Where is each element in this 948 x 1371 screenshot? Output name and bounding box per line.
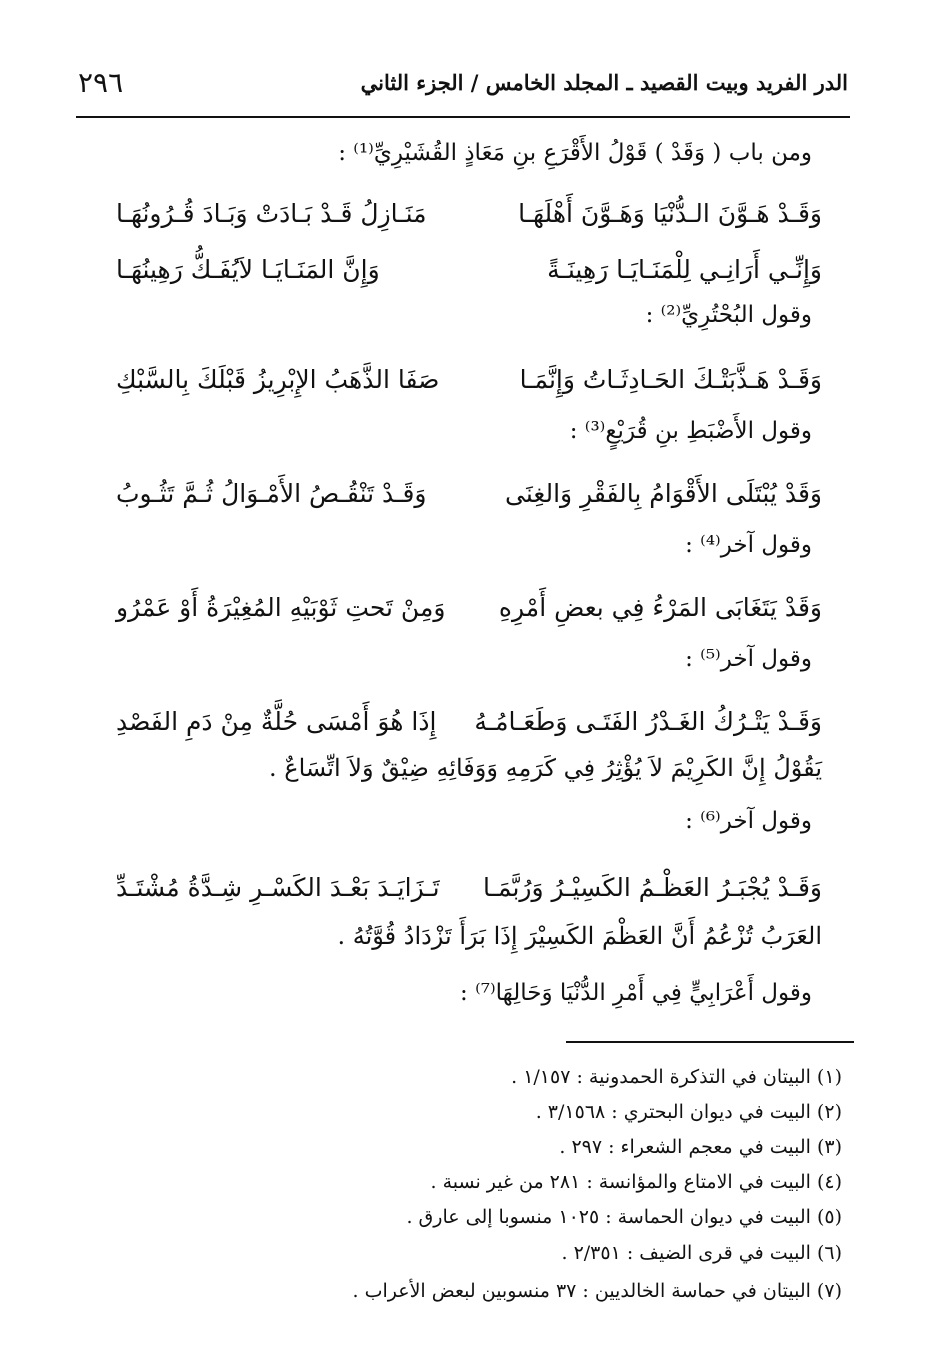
- commentary-line-1: يَقُوْلُ إِنَّ الكَرِيْمَ لاَ يُؤْثِرُ فِي كَرَمِهِ وَوَفَائِهِ ضِيْقٌ وَلاَ اتِّسَاعٌ .: [269, 754, 822, 782]
- verse-1-second-hemistich: مَنَـازِلُ قَـدْ بَـادَتْ وَبَـادَ قُـرُونُهَـا: [116, 198, 427, 228]
- verse-7-first-hemistich: وَقَـدْ يُجْبَـرُ العَظْـمُ الكَسِيْـرُ وَرُبَّمَـا: [483, 872, 822, 902]
- footnote-5: (٥) البيت في ديوان الحماسة : ١٠٢٥ منسوبا إلى عارق .: [406, 1206, 842, 1228]
- verse-7-second-hemistich: تَـزَايَـدَ بَعْـدَ الكَسْـرِ شِـدَّةُ مُشْتَـدِّ: [116, 872, 440, 902]
- verse-5: [116, 582, 822, 632]
- page-number: ٢٩٦: [78, 65, 124, 99]
- intro-line-5: وقول آخر⁽⁵⁾ :: [685, 646, 812, 672]
- verse-2-second-hemistich: وَإِنَّ المَنَـايَـا لاَيُفَـكُّ رَهِينُهَـا: [116, 254, 380, 284]
- verse-3-first-hemistich: وَقَـدْ هَـذَّبَتْـكَ الحَـادِثَـاتُ وَإِنَّمَـا: [519, 364, 822, 394]
- intro-line-6: وقول آخر⁽⁶⁾ :: [685, 808, 812, 834]
- verse-3: [116, 354, 822, 404]
- running-title: الدر الفريد وبيت القصيد ـ المجلد الخامس / الجزء الثاني: [360, 69, 848, 95]
- verse-5-second-hemistich: وَمِنْ تَحتِ ثَوْبَيْهِ المُغِيْرَةُ أَوْ عَمْرُو: [116, 592, 446, 622]
- verse-1: [116, 188, 822, 238]
- verse-4-first-hemistich: وَقَدْ يُبْتَلَى الأَقْوَامُ بِالفَقْرِ وَالغِنَى: [505, 478, 822, 508]
- intro-line-4: وقول آخر⁽⁴⁾ :: [685, 532, 812, 558]
- header-rule: [76, 116, 850, 118]
- intro-line-3: وقول الأَضْبَطِ بنِ قُرَيْعٍ⁽³⁾ :: [569, 418, 812, 444]
- intro-line-1: ومن باب ( وَقَدْ ) قَوْلُ الأَقْرَعِ بنِ مَعَاذٍ القُشَيْرِيِّ⁽¹⁾ :: [338, 140, 812, 166]
- verse-1-first-hemistich: وَقَـدْ هَـوَّنَ الـدُّنْيَا وَهَـوَّنَ أَهْلَهَـا: [518, 198, 822, 228]
- footnote-rule: [566, 1041, 854, 1043]
- intro-line-7: وقول أَعْرَابِيٍّ فِي أَمْرِ الدُّنْيَا وَحَالِهَا⁽⁷⁾ :: [460, 980, 812, 1006]
- verse-2: [116, 244, 822, 294]
- footnote-7: (٧) البيتان في حماسة الخالديين : ٣٧ منسوبين لبعض الأعراب .: [352, 1280, 842, 1302]
- verse-4-second-hemistich: وَقَـدْ تَنْقُـصُ الأَمْـوَالُ ثُـمَّ تَثُـوبُ: [116, 478, 427, 508]
- verse-5-first-hemistich: وَقَدْ يَتَغَابَى المَرْءُ فِي بعضِ أَمْرِهِ: [498, 592, 822, 622]
- footnote-6: (٦) البيت في قرى الضيف : ٢/٣٥١ .: [561, 1242, 842, 1264]
- verse-2-first-hemistich: وَإِنِّـي أَرَانِـي لِلْمَنَـايَـا رَهِينَـةً: [547, 254, 822, 284]
- footnote-2: (٢) البيت في ديوان البحتري : ٣/١٥٦٨ .: [535, 1101, 842, 1123]
- verse-6: [116, 696, 822, 746]
- page-header: [78, 56, 848, 108]
- verse-6-second-hemistich: إِذَا هُوَ أَمْسَى حُلَّةٌ مِنْ دَمِ الفَصْدِ: [116, 706, 437, 736]
- verse-4: [116, 468, 822, 518]
- commentary-line-2: العَرَبُ تُزْعُمُ أَنَّ العَظْمَ الكَسِيْرَ إِذَا بَرَأَ تَزْدَادُ قُوَّتُهُ .: [337, 922, 822, 950]
- intro-line-2: وقول البُحْتُرِيِّ⁽²⁾ :: [645, 302, 812, 328]
- footnote-3: (٣) البيت في معجم الشعراء : ٢٩٧ .: [559, 1136, 842, 1158]
- footnote-1: (١) البيتان في التذكرة الحمدونية : ١/١٥٧ .: [511, 1066, 842, 1088]
- verse-3-second-hemistich: صَفَا الذَّهَبُ الإِبْرِيزُ قَبْلَكَ بِالسَّبْكِ: [116, 364, 440, 394]
- verse-7: [116, 862, 822, 912]
- verse-6-first-hemistich: وَقَـدْ يَتْـرُكُ الغَـدْرُ الفَتَـى وَطَعَـامُـهُ: [474, 706, 822, 736]
- footnote-4: (٤) البيت في الامتاع والمؤانسة : ٢٨١ من غير نسبة .: [430, 1171, 842, 1193]
